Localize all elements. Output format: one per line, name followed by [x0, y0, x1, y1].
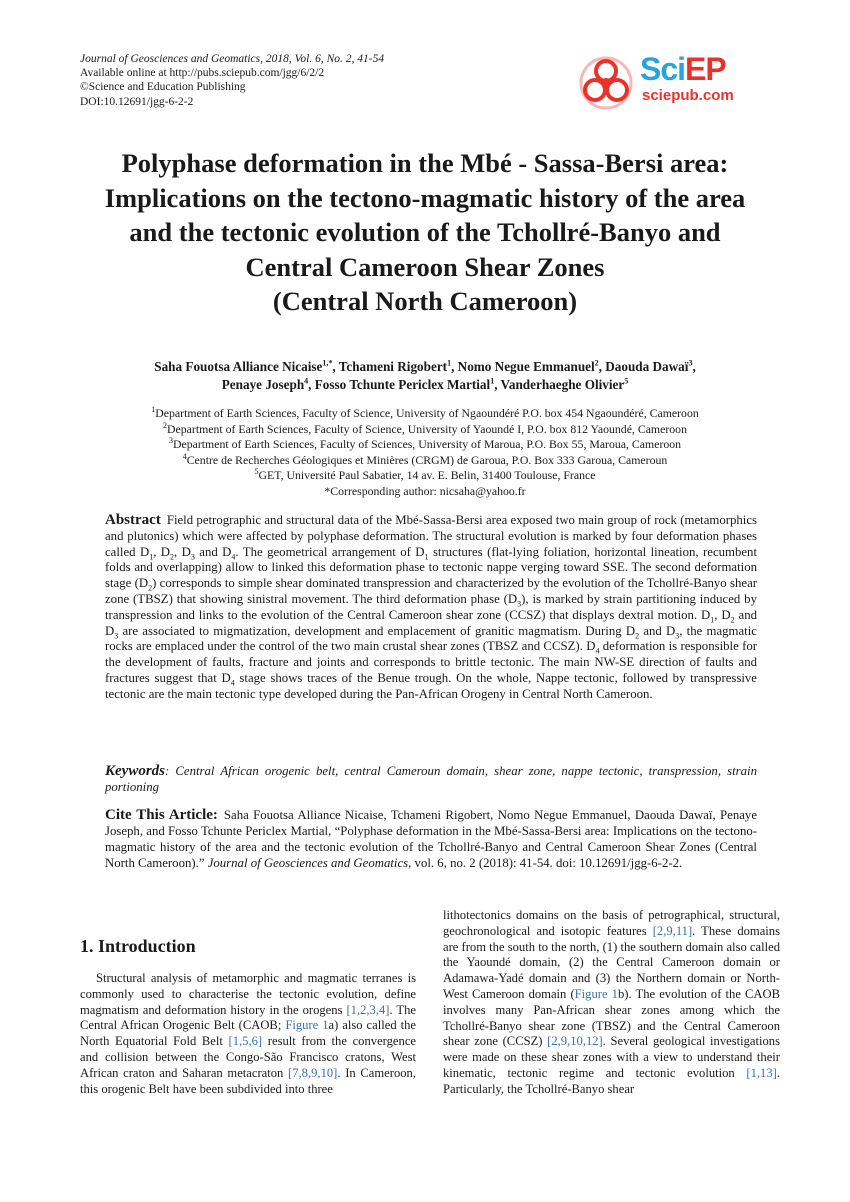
abstract-text: and D	[105, 607, 757, 638]
body-text: . In Cameroon, this orogenic Belt have been subdivided into three	[80, 1065, 416, 1096]
title-line: and the tectonic evolution of the Tchollré-Banyo and	[129, 217, 721, 247]
author-name: Saha Fouotsa Alliance Nicaise	[154, 359, 323, 374]
cite-heading: Cite This Article:	[105, 807, 218, 823]
author-name: Penaye Joseph	[221, 377, 305, 392]
title-line: Central Cameroon Shear Zones	[245, 251, 605, 282]
reference-link[interactable]: [2,9,11]	[652, 923, 693, 938]
abstract-text: stage shows traces of the Benue trough. On the whole, Nappe tectonic, followed by transpressive tectonic are the main tectonic type developed during the Pan-African Orogeny in Central North Cameroon.	[105, 670, 757, 701]
affiliation-text: GET, Université Paul Sabatier, 14 av. E. Belin, 31400 Toulouse, France	[258, 468, 596, 483]
intro-right-column	[443, 908, 780, 1098]
abstract-text: structures (flat-lying foliation, horizontal lineation, recumbent folds and overlapping) allow to linked this deformation phase to tectonic nappe verging toward SSE. The second deformation stage (D	[105, 544, 758, 591]
title-line: Polyphase deformation in the Mbé - Sassa-Bersi area:	[121, 148, 729, 178]
subscript: 4	[231, 552, 236, 562]
publisher-line: ©Science and Education Publishing	[80, 81, 246, 94]
affiliation-text: *Corresponding author: nicsaha@yahoo.fr	[324, 483, 526, 498]
body-text: . These domains are from the south to the north, (1) the southern domain also called the Yaoundé domain, (2) the Central Cameroon domain or Adamawa-Yadé domain and (3) the Northern domain or North-West Cameroon domain (	[443, 923, 781, 1001]
logo-ep: EP	[685, 51, 726, 87]
abstract-text: Field petrographic and structural data of the Mbé-Sassa-Bersi area exposed two main group of rock (metamorphics and plutonics) which were affected by polyphase deformation. The structural evolution is marked by four deformation phases called D	[105, 513, 757, 559]
subscript: 1	[424, 552, 429, 562]
subscript: 3	[114, 631, 119, 641]
subscript: 4	[595, 646, 600, 656]
author-sup: 5	[624, 376, 629, 386]
abstract-text: , D	[174, 544, 191, 559]
abstract	[105, 513, 757, 703]
affiliation-text: Department of Earth Sciences, Faculty of Science, University of Yaoundé I, P.O. box 812 Yaoundé, Cameroon	[167, 421, 687, 436]
availability-line: Available online at http://pubs.sciepub.com/jgg/6/2/2	[80, 67, 325, 80]
subscript: 4	[230, 678, 235, 688]
abstract-text: . The geometrical arrangement of D	[235, 544, 425, 559]
body-text: . Particularly, the Tchollré-Banyo shear	[443, 1065, 780, 1096]
body-text: Structural analysis of metamorphic and magmatic terranes is commonly used to characterise the tectonic evolution, define magmatism and deformation history in the orogens	[80, 971, 416, 1017]
reference-link[interactable]: [1,13]	[746, 1065, 777, 1080]
corresponding-author[interactable]	[80, 484, 770, 500]
author-name: , Fosso Tchunte Periclex Martial	[308, 377, 491, 392]
doi-line: DOI:10.12691/jgg-6-2-2	[80, 95, 194, 108]
subscript: 1	[710, 615, 715, 625]
abstract-text: , the magmatic rocks are emplaced under the control of the two main crustal shear zones (TBSZ and CCSZ). D	[105, 623, 757, 654]
logo-wordmark	[640, 51, 726, 88]
abstract-text: ), is marked by strain partitioning induced by transpression and links to the evolution of the Central Cameroon shear zone (CCSZ) that displays dextral motion. D	[105, 591, 757, 622]
affiliation-sup: 4	[182, 451, 187, 461]
body-text: a) also called the North Equatorial Fold Belt	[80, 1018, 416, 1049]
subscript: 2	[635, 631, 640, 641]
author-sup: 4	[304, 376, 309, 386]
reference-link[interactable]: [1,2,3,4]	[346, 1002, 390, 1017]
abstract-text: and D	[194, 544, 232, 559]
body-text: . Several geological investigations were made on these shear zones with a view to understand their kinematic, tectonic regime and tectonic evolution	[443, 1034, 780, 1080]
subscript: 3	[190, 552, 195, 562]
subscript: 3	[675, 631, 680, 641]
body-text: b). The evolution of the CAOB involves many Pan-African shear zones among which the Tchollré-Banyo shear zone (TBSZ) and the Central Cameroon shear zone (CCSZ)	[443, 986, 781, 1049]
logo-sci: Sci	[640, 51, 686, 87]
subscript: 2	[730, 615, 735, 625]
title-line: (Central North Cameroon)	[272, 286, 578, 316]
affiliation-line	[80, 453, 770, 469]
cite-this-article	[105, 807, 757, 871]
author-name: , Nomo Negue Emmanuel	[451, 359, 595, 374]
author-sup: 1,*	[322, 358, 333, 368]
abstract-text: deformation is responsible for the development of faults, fracture and joints and corresponds to brittle tectonic. The main NW-SE direction of faults and fractures suggest that D	[105, 639, 757, 685]
figure-link[interactable]: Figure 1	[285, 1018, 329, 1033]
affiliations	[80, 406, 770, 500]
body-text: . The Central African Orogenic Belt (CAOB;	[80, 1002, 416, 1033]
subscript: 3	[517, 599, 522, 609]
keywords	[105, 764, 757, 796]
body-text: lithotectonics domains on the basis of petrographical, structural, geochronological and isotopic features	[443, 908, 780, 938]
journal-citation: Journal of Geosciences and Geomatics, 2018, Vol. 6, No. 2, 41-54	[80, 53, 385, 65]
affiliation-line	[80, 437, 770, 453]
cite-journal: Journal of Geosciences and Geomatics	[207, 856, 409, 870]
affiliation-sup: 5	[254, 467, 259, 477]
subscript: 2	[170, 552, 175, 562]
paper-title	[60, 146, 790, 319]
title-line: Implications on the tectono-magmatic history of the area	[104, 182, 746, 213]
logo-url: sciepub.com	[642, 87, 734, 104]
author-sup: 1	[490, 376, 495, 386]
affiliation-sup: 1	[151, 405, 156, 415]
subscript: 2	[148, 583, 153, 593]
abstract-text: , D	[714, 607, 731, 622]
section-heading: 1. Introduction	[80, 936, 196, 956]
author-sup: 3	[688, 358, 693, 368]
author-name: , Tchameni Rigobert	[332, 359, 448, 374]
affiliation-text: Department of Earth Sciences, Faculty of Science, University of Ngaoundéré P.O. box 454 Ngaoundéré, Cameroon	[155, 406, 699, 420]
affiliation-line	[80, 422, 770, 438]
affiliation-sup: 3	[168, 436, 173, 446]
author-name: , Daouda Dawaï	[598, 359, 689, 374]
biohazard-logo-icon	[578, 55, 634, 111]
intro-left-column	[80, 971, 416, 1097]
affiliation-sup: 2	[163, 420, 168, 430]
author-list: Saha Fouotsa Alliance Nicaise$^{1,*}$, Tchameni Rigobert$^1$, Nomo Negue Emmanuel$^2$, Daouda Dawaï$^3$, Penaye Joseph$^4$, Fosso Tchunte Periclex Martial$^1$, Vanderhaeghe Olivier$^5$	[154, 358, 696, 392]
figure-link[interactable]: Figure 1	[574, 986, 618, 1001]
reference-link[interactable]: [7,8,9,10]	[288, 1065, 338, 1080]
cite-text: , vol. 6, no. 2 (2018): 41-54. doi: 10.12691/jgg-6-2-2.	[408, 856, 683, 870]
keywords-heading: Keywords	[105, 763, 165, 779]
abstract-text: and D	[639, 623, 676, 638]
body-text: result from the convergence and collision between the Congo-São Francisco cratons, West African craton and Saharan metacraton	[80, 1034, 416, 1080]
affiliation-line	[80, 406, 770, 422]
reference-link[interactable]: [2,9,10,12]	[547, 1034, 603, 1049]
author-name: , Vanderhaeghe Olivier	[494, 377, 625, 392]
reference-link[interactable]: [1,5,6]	[228, 1034, 263, 1049]
affiliation-text: Centre de Recherches Géologiques et Minières (CRGM) de Garoua, P.O. Box 333 Garoua, Cameroun	[186, 452, 668, 467]
keywords-text: : Central African orogenic belt, central Cameroun domain, shear zone, nappe tectonic, transpression, strain portioning	[105, 764, 757, 794]
abstract-text: ) corresponds to simple shear dominated transpression and characterized by the evolution of the Tchollré-Banyo shear zone (TBSZ) that showing sinistral movement. The third deformation phase (D	[105, 576, 758, 606]
sciepub-logo[interactable]	[578, 51, 768, 111]
abstract-heading: Abstract	[105, 512, 161, 528]
abstract-text: are associated to migmatization, development and emplacement of granitic magmatism. During D	[118, 623, 636, 638]
subscript: 1	[149, 552, 154, 562]
affiliation-line	[80, 468, 770, 484]
author-sup: 2	[594, 358, 599, 368]
cite-text: Saha Fouotsa Alliance Nicaise, Tchameni Rigobert, Nomo Negue Emmanuel, Daouda Dawaï, Penaye Joseph, and Fosso Tchunte Periclex Martial, “Polyphase deformation in the Mbé-Sassa-Bersi area: Implications on the tectono-magmatic history of the area and the tectonic evolution of the Tchollré-Banyo and Central Cameroon Shear Zones (Central North Cameroon).”	[105, 808, 757, 870]
abstract-text: , D	[153, 544, 171, 559]
affiliation-text: Department of Earth Sciences, Faculty of Sciences, University of Maroua, P.O. Box 55, Maroua, Cameroon	[172, 437, 682, 452]
journal-header	[80, 52, 384, 109]
author-sup: 1	[447, 358, 452, 368]
